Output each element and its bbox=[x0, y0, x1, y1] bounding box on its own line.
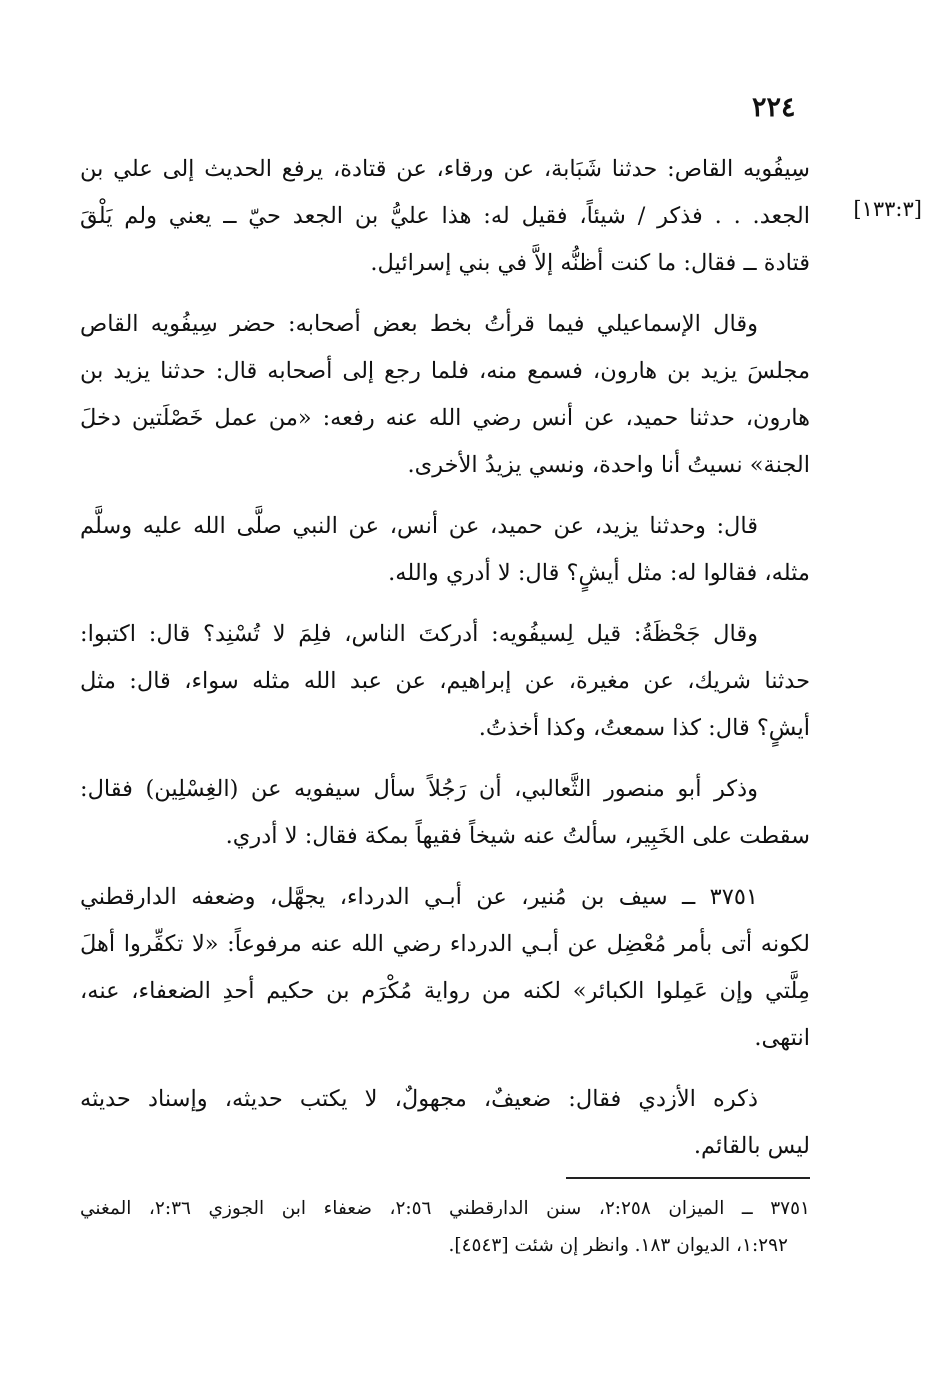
footnote-separator bbox=[566, 1177, 810, 1179]
text-line: انتهى. bbox=[754, 1025, 810, 1051]
text-line: قال: وحدثنا يزيد، عن حميد، عن أنس، عن النبي صلَّى الله عليه وسلَّم bbox=[80, 513, 758, 539]
paragraph bbox=[80, 611, 810, 752]
text-line: حدثنا شريك، عن مغيرة، عن إبراهيم، عن عبد الله مثله سواء، قال: مثل bbox=[80, 668, 810, 694]
text-line: مثله، فقالوا له: مثل أيشٍ؟ قال: لا أدري والله. bbox=[388, 560, 810, 586]
paragraph bbox=[80, 146, 810, 287]
paragraph bbox=[80, 503, 810, 597]
text-line: وقال الإسماعيلي فيما قرأتُ بخط بعض أصحابه: حضر سِيفُويه القاص bbox=[80, 311, 758, 337]
text-line: الجعد. . . فذكر / شيئاً، فقيل له: هذا عليُّ بن الجعد حيّ ــ يعني ولم يَلْقَ bbox=[80, 203, 810, 229]
text-line: لكونه أتى بأمر مُعْضِل عن أبـي الدرداء رضي الله عنه مرفوعاً: «لا تكفِّروا أهلَ bbox=[80, 931, 810, 957]
page-number: ٢٢٤ bbox=[752, 92, 796, 123]
paragraph bbox=[80, 874, 810, 1062]
text-line: هارون، حدثنا حميد، عن أنس رضي الله عنه رفعه: «من عمل خَصْلَتين دخلَ bbox=[80, 405, 810, 431]
text-line: ٣٧٥١ ــ سيف بن مُنير، عن أبـي الدرداء، يجهَّل، وضعفه الدارقطني bbox=[80, 884, 758, 910]
footnote-line: ٣٧٥١ ــ الميزان ٢:٢٥٨، سنن الدارقطني ٢:٥٦، ضعفاء ابن الجوزي ٢:٣٦، المغني bbox=[80, 1198, 810, 1219]
text-line: وقال جَحْظَةُ: قيل لِسيفُويه: أدركتَ الناس، فلِمَ لا تُسْنِد؟ قال: اكتبوا: bbox=[80, 621, 758, 647]
paragraph bbox=[80, 1076, 810, 1170]
body-text bbox=[80, 146, 810, 1170]
text-line: مجلسَ يزيد بن هارون، فسمع منه، فلما رجع إلى أصحابه قال: حدثنا يزيد بن bbox=[80, 358, 810, 384]
margin-reference: [١٣٣:٣] bbox=[853, 197, 922, 221]
text-line: وذكر أبو منصور الثَّعالبي، أن رَجُلاً سأل سيفويه عن (الغِسْلِين) فقال: bbox=[80, 776, 758, 802]
paragraph bbox=[80, 766, 810, 860]
text-line: قتادة ــ فقال: ما كنت أظنُّه إلاَّ في بني إسرائيل. bbox=[370, 250, 810, 276]
text-line: ليس بالقائم. bbox=[693, 1133, 810, 1159]
text-line: الجنة» نسيتُ أنا واحدة، ونسي يزيدُ الأخرى. bbox=[407, 452, 810, 478]
text-line: مِلَّتي وإن عَمِلوا الكبائر» لكنه من رواية مُكْرَم بن حكيم أحدِ الضعفاء، عنه، bbox=[80, 978, 810, 1004]
text-line: أيشٍ؟ قال: كذا سمعتُ، وكذا أخذتُ. bbox=[478, 715, 810, 741]
text-line: سقطت على الخَبِير، سألتُ عنه شيخاً فقيهاً بمكة فقال: لا أدري. bbox=[225, 823, 810, 849]
text-line: سِيفُويه القاص: حدثنا شَبَابة، عن ورقاء، عن قتادة، يرفع الحديث إلى علي بن bbox=[80, 156, 810, 182]
paragraph bbox=[80, 301, 810, 489]
footnotes bbox=[80, 1190, 810, 1264]
text-line: ذكره الأزدي فقال: ضعيفٌ، مجهولٌ، لا يكتب حديثه، وإسناد حديثه bbox=[80, 1086, 758, 1112]
footnote-line: ١:٢٩٢، الديوان ١٨٣. وانظر إن شئت [٤٥٤٣]. bbox=[448, 1235, 788, 1256]
